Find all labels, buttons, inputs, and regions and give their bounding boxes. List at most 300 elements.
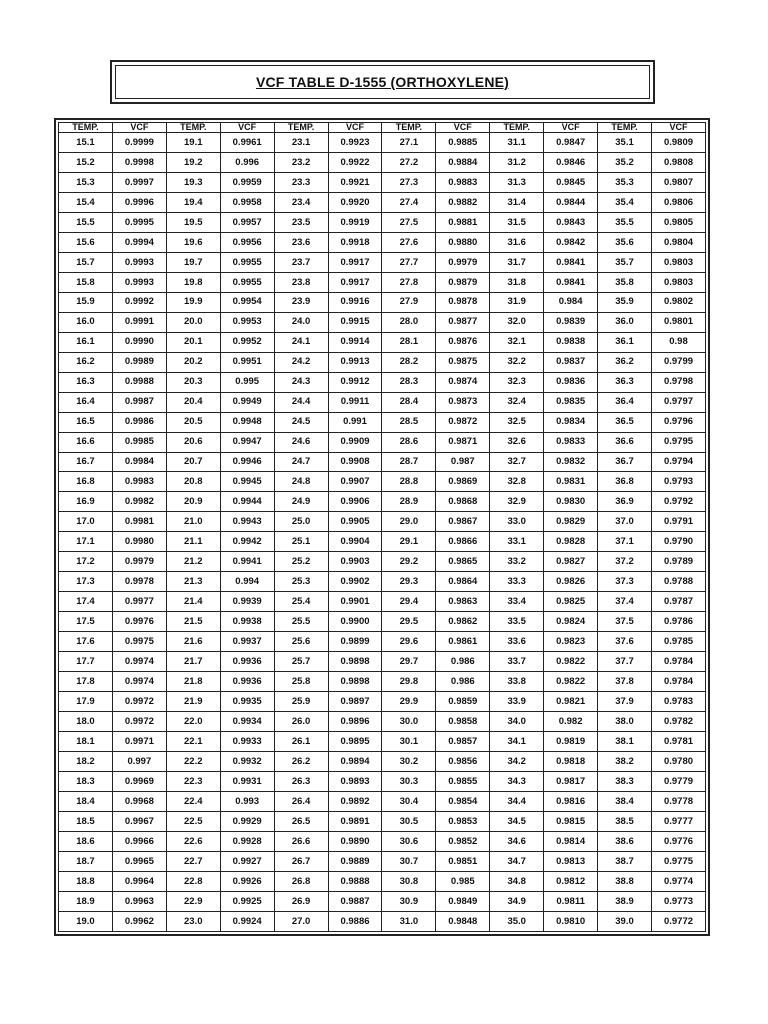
table-row — [59, 472, 706, 492]
vcf-cell: 0.9969 — [112, 772, 166, 792]
temp-cell: 28.4 — [382, 392, 436, 412]
temp-cell: 25.7 — [274, 652, 328, 672]
vcf-cell: 0.9938 — [220, 612, 274, 632]
vcf-cell: 0.9793 — [651, 472, 705, 492]
vcf-cell: 0.9864 — [436, 572, 490, 592]
temp-cell: 35.5 — [598, 212, 652, 232]
temp-cell: 24.8 — [274, 472, 328, 492]
temp-cell: 33.2 — [490, 552, 544, 572]
temp-cell: 34.5 — [490, 811, 544, 831]
vcf-cell: 0.9978 — [112, 572, 166, 592]
vcf-cell: 0.9892 — [328, 791, 382, 811]
vcf-cell: 0.9971 — [112, 732, 166, 752]
vcf-column-header: VCF — [544, 123, 598, 133]
temp-cell: 30.6 — [382, 831, 436, 851]
vcf-cell: 0.9963 — [112, 891, 166, 911]
vcf-cell: 0.9909 — [328, 432, 382, 452]
temp-cell: 15.6 — [59, 232, 113, 252]
temp-cell: 26.2 — [274, 752, 328, 772]
table-row — [59, 732, 706, 752]
temp-cell: 32.4 — [490, 392, 544, 412]
temp-cell: 19.3 — [166, 172, 220, 192]
vcf-cell: 0.9921 — [328, 172, 382, 192]
vcf-cell: 0.9907 — [328, 472, 382, 492]
vcf-cell: 0.9894 — [328, 752, 382, 772]
table-row — [59, 552, 706, 572]
temp-cell: 16.4 — [59, 392, 113, 412]
temp-cell: 36.2 — [598, 352, 652, 372]
temp-cell: 27.0 — [274, 911, 328, 931]
vcf-cell: 0.9790 — [651, 532, 705, 552]
table-row — [59, 212, 706, 232]
vcf-cell: 0.9792 — [651, 492, 705, 512]
temp-cell: 34.6 — [490, 831, 544, 851]
vcf-cell: 0.9886 — [328, 911, 382, 931]
temp-cell: 21.5 — [166, 612, 220, 632]
temp-cell: 22.7 — [166, 851, 220, 871]
vcf-cell: 0.9877 — [436, 312, 490, 332]
temp-cell: 22.2 — [166, 752, 220, 772]
vcf-cell: 0.9834 — [544, 412, 598, 432]
temp-cell: 23.7 — [274, 252, 328, 272]
vcf-cell: 0.9947 — [220, 432, 274, 452]
temp-cell: 24.6 — [274, 432, 328, 452]
vcf-cell: 0.9991 — [112, 312, 166, 332]
temp-cell: 32.5 — [490, 412, 544, 432]
temp-cell: 34.1 — [490, 732, 544, 752]
temp-cell: 33.1 — [490, 532, 544, 552]
vcf-cell: 0.9803 — [651, 252, 705, 272]
vcf-cell: 0.984 — [544, 292, 598, 312]
vcf-cell: 0.9811 — [544, 891, 598, 911]
vcf-cell: 0.993 — [220, 791, 274, 811]
temp-cell: 36.4 — [598, 392, 652, 412]
temp-cell: 16.9 — [59, 492, 113, 512]
vcf-cell: 0.9784 — [651, 672, 705, 692]
vcf-cell: 0.9833 — [544, 432, 598, 452]
temp-cell: 35.7 — [598, 252, 652, 272]
temp-cell: 37.4 — [598, 592, 652, 612]
table-row — [59, 352, 706, 372]
table-row — [59, 133, 706, 153]
vcf-cell: 0.9883 — [436, 172, 490, 192]
temp-cell: 21.3 — [166, 572, 220, 592]
vcf-cell: 0.9867 — [436, 512, 490, 532]
temp-cell: 21.1 — [166, 532, 220, 552]
vcf-cell: 0.9918 — [328, 232, 382, 252]
temp-cell: 37.7 — [598, 652, 652, 672]
temp-cell: 30.0 — [382, 712, 436, 732]
vcf-cell: 0.9872 — [436, 412, 490, 432]
temp-cell: 15.4 — [59, 192, 113, 212]
vcf-cell: 0.9972 — [112, 692, 166, 712]
temp-cell: 38.0 — [598, 712, 652, 732]
vcf-cell: 0.9919 — [328, 212, 382, 232]
vcf-cell: 0.9879 — [436, 272, 490, 292]
vcf-cell: 0.9782 — [651, 712, 705, 732]
vcf-cell: 0.9987 — [112, 392, 166, 412]
temp-cell: 27.1 — [382, 133, 436, 153]
table-row — [59, 492, 706, 512]
temp-cell: 35.8 — [598, 272, 652, 292]
vcf-cell: 0.9990 — [112, 332, 166, 352]
temp-cell: 15.1 — [59, 133, 113, 153]
vcf-cell: 0.9871 — [436, 432, 490, 452]
table-row — [59, 911, 706, 931]
table-row — [59, 272, 706, 292]
vcf-cell: 0.9896 — [328, 712, 382, 732]
vcf-cell: 0.9788 — [651, 572, 705, 592]
temp-cell: 20.5 — [166, 412, 220, 432]
temp-cell: 24.5 — [274, 412, 328, 432]
temp-cell: 28.5 — [382, 412, 436, 432]
temp-cell: 16.2 — [59, 352, 113, 372]
temp-cell: 21.0 — [166, 512, 220, 532]
temp-cell: 26.5 — [274, 811, 328, 831]
temp-cell: 23.5 — [274, 212, 328, 232]
table-row — [59, 332, 706, 352]
vcf-cell: 0.9825 — [544, 592, 598, 612]
vcf-cell: 0.9772 — [651, 911, 705, 931]
vcf-cell: 0.9884 — [436, 152, 490, 172]
temp-cell: 37.9 — [598, 692, 652, 712]
temp-cell: 26.1 — [274, 732, 328, 752]
vcf-cell: 0.9982 — [112, 492, 166, 512]
temp-cell: 25.8 — [274, 672, 328, 692]
vcf-cell: 0.9807 — [651, 172, 705, 192]
temp-cell: 26.6 — [274, 831, 328, 851]
vcf-cell: 0.9831 — [544, 472, 598, 492]
vcf-cell: 0.9780 — [651, 752, 705, 772]
temp-cell: 31.9 — [490, 292, 544, 312]
vcf-cell: 0.9942 — [220, 532, 274, 552]
temp-cell: 15.5 — [59, 212, 113, 232]
temp-column-header: TEMP. — [59, 123, 113, 133]
temp-cell: 31.3 — [490, 172, 544, 192]
vcf-cell: 0.9823 — [544, 632, 598, 652]
temp-cell: 30.9 — [382, 891, 436, 911]
temp-cell: 24.7 — [274, 452, 328, 472]
table-row — [59, 891, 706, 911]
temp-cell: 15.8 — [59, 272, 113, 292]
vcf-cell: 0.9865 — [436, 552, 490, 572]
table-row — [59, 632, 706, 652]
table-row — [59, 752, 706, 772]
table-row — [59, 811, 706, 831]
vcf-cell: 0.9843 — [544, 212, 598, 232]
temp-cell: 18.1 — [59, 732, 113, 752]
temp-cell: 21.8 — [166, 672, 220, 692]
table-row — [59, 312, 706, 332]
vcf-cell: 0.9804 — [651, 232, 705, 252]
temp-cell: 28.8 — [382, 472, 436, 492]
temp-cell: 16.6 — [59, 432, 113, 452]
vcf-cell: 0.9954 — [220, 292, 274, 312]
vcf-cell: 0.9928 — [220, 831, 274, 851]
temp-cell: 19.5 — [166, 212, 220, 232]
vcf-cell: 0.9885 — [436, 133, 490, 153]
page-title: VCF TABLE D-1555 (ORTHOXYLENE) — [255, 74, 510, 90]
temp-cell: 38.3 — [598, 772, 652, 792]
temp-cell: 32.6 — [490, 432, 544, 452]
temp-cell: 25.6 — [274, 632, 328, 652]
temp-cell: 18.2 — [59, 752, 113, 772]
temp-cell: 38.4 — [598, 791, 652, 811]
vcf-cell: 0.9925 — [220, 891, 274, 911]
vcf-cell: 0.9847 — [544, 133, 598, 153]
vcf-cell: 0.9838 — [544, 332, 598, 352]
vcf-cell: 0.9929 — [220, 811, 274, 831]
vcf-cell: 0.9965 — [112, 851, 166, 871]
vcf-cell: 0.9778 — [651, 791, 705, 811]
temp-cell: 19.0 — [59, 911, 113, 931]
temp-cell: 31.5 — [490, 212, 544, 232]
vcf-cell: 0.9875 — [436, 352, 490, 372]
vcf-cell: 0.9810 — [544, 911, 598, 931]
vcf-cell: 0.9920 — [328, 192, 382, 212]
vcf-cell: 0.9937 — [220, 632, 274, 652]
vcf-cell: 0.9999 — [112, 133, 166, 153]
vcf-cell: 0.9802 — [651, 292, 705, 312]
vcf-cell: 0.9835 — [544, 392, 598, 412]
vcf-cell: 0.9900 — [328, 612, 382, 632]
vcf-cell: 0.9924 — [220, 911, 274, 931]
vcf-cell: 0.9922 — [328, 152, 382, 172]
temp-cell: 25.1 — [274, 532, 328, 552]
vcf-cell: 0.995 — [220, 372, 274, 392]
table-row — [59, 192, 706, 212]
temp-cell: 17.7 — [59, 652, 113, 672]
vcf-cell: 0.9856 — [436, 752, 490, 772]
temp-cell: 37.3 — [598, 572, 652, 592]
title-inner-frame — [115, 65, 650, 99]
temp-cell: 26.4 — [274, 791, 328, 811]
vcf-cell: 0.9803 — [651, 272, 705, 292]
temp-cell: 29.3 — [382, 572, 436, 592]
vcf-cell: 0.9817 — [544, 772, 598, 792]
vcf-cell: 0.9994 — [112, 232, 166, 252]
temp-cell: 31.4 — [490, 192, 544, 212]
vcf-cell: 0.9903 — [328, 552, 382, 572]
vcf-cell: 0.9857 — [436, 732, 490, 752]
vcf-cell: 0.9816 — [544, 791, 598, 811]
temp-cell: 24.0 — [274, 312, 328, 332]
temp-cell: 22.6 — [166, 831, 220, 851]
table-row — [59, 871, 706, 891]
vcf-cell: 0.9955 — [220, 252, 274, 272]
temp-cell: 17.9 — [59, 692, 113, 712]
vcf-cell: 0.9814 — [544, 831, 598, 851]
vcf-cell: 0.9779 — [651, 772, 705, 792]
vcf-cell: 0.9959 — [220, 172, 274, 192]
table-row — [59, 372, 706, 392]
temp-cell: 18.4 — [59, 791, 113, 811]
vcf-cell: 0.9981 — [112, 512, 166, 532]
vcf-cell: 0.9851 — [436, 851, 490, 871]
vcf-cell: 0.9931 — [220, 772, 274, 792]
temp-cell: 33.5 — [490, 612, 544, 632]
vcf-cell: 0.9976 — [112, 612, 166, 632]
temp-cell: 32.9 — [490, 492, 544, 512]
vcf-cell: 0.9852 — [436, 831, 490, 851]
temp-cell: 20.1 — [166, 332, 220, 352]
vcf-cell: 0.9953 — [220, 312, 274, 332]
vcf-cell: 0.9853 — [436, 811, 490, 831]
vcf-cell: 0.9899 — [328, 632, 382, 652]
temp-cell: 19.6 — [166, 232, 220, 252]
temp-cell: 16.5 — [59, 412, 113, 432]
temp-cell: 36.6 — [598, 432, 652, 452]
temp-cell: 24.4 — [274, 392, 328, 412]
temp-cell: 28.7 — [382, 452, 436, 472]
temp-cell: 15.7 — [59, 252, 113, 272]
table-row — [59, 851, 706, 871]
temp-cell: 36.5 — [598, 412, 652, 432]
temp-cell: 27.4 — [382, 192, 436, 212]
vcf-cell: 0.9902 — [328, 572, 382, 592]
vcf-cell: 0.9798 — [651, 372, 705, 392]
vcf-cell: 0.9837 — [544, 352, 598, 372]
temp-cell: 31.6 — [490, 232, 544, 252]
vcf-cell: 0.9776 — [651, 831, 705, 851]
vcf-cell: 0.985 — [436, 871, 490, 891]
temp-cell: 23.8 — [274, 272, 328, 292]
vcf-cell: 0.9858 — [436, 712, 490, 732]
temp-cell: 28.0 — [382, 312, 436, 332]
vcf-cell: 0.9828 — [544, 532, 598, 552]
temp-cell: 29.1 — [382, 532, 436, 552]
vcf-cell: 0.9774 — [651, 871, 705, 891]
temp-cell: 17.5 — [59, 612, 113, 632]
table-row — [59, 152, 706, 172]
vcf-cell: 0.9789 — [651, 552, 705, 572]
vcf-cell: 0.9995 — [112, 212, 166, 232]
temp-cell: 38.9 — [598, 891, 652, 911]
vcf-cell: 0.9880 — [436, 232, 490, 252]
temp-cell: 27.8 — [382, 272, 436, 292]
temp-cell: 22.0 — [166, 712, 220, 732]
table-row — [59, 791, 706, 811]
temp-cell: 23.9 — [274, 292, 328, 312]
vcf-cell: 0.9839 — [544, 312, 598, 332]
vcf-cell: 0.9975 — [112, 632, 166, 652]
temp-cell: 29.8 — [382, 672, 436, 692]
vcf-cell: 0.9846 — [544, 152, 598, 172]
vcf-cell: 0.9933 — [220, 732, 274, 752]
temp-cell: 37.0 — [598, 512, 652, 532]
table-row — [59, 772, 706, 792]
vcf-cell: 0.9795 — [651, 432, 705, 452]
temp-cell: 22.4 — [166, 791, 220, 811]
vcf-cell: 0.991 — [328, 412, 382, 432]
temp-cell: 32.0 — [490, 312, 544, 332]
table-row — [59, 612, 706, 632]
table-row — [59, 572, 706, 592]
vcf-cell: 0.9801 — [651, 312, 705, 332]
vcf-cell: 0.9967 — [112, 811, 166, 831]
temp-cell: 23.0 — [166, 911, 220, 931]
vcf-cell: 0.9841 — [544, 272, 598, 292]
vcf-cell: 0.9957 — [220, 212, 274, 232]
vcf-cell: 0.987 — [436, 452, 490, 472]
temp-cell: 18.9 — [59, 891, 113, 911]
vcf-cell: 0.9974 — [112, 652, 166, 672]
temp-cell: 20.6 — [166, 432, 220, 452]
temp-cell: 16.0 — [59, 312, 113, 332]
vcf-cell: 0.9898 — [328, 672, 382, 692]
temp-cell: 33.0 — [490, 512, 544, 532]
temp-cell: 35.6 — [598, 232, 652, 252]
vcf-cell: 0.9945 — [220, 472, 274, 492]
temp-cell: 27.7 — [382, 252, 436, 272]
vcf-cell: 0.9832 — [544, 452, 598, 472]
table-row — [59, 172, 706, 192]
temp-cell: 21.6 — [166, 632, 220, 652]
temp-cell: 32.1 — [490, 332, 544, 352]
vcf-cell: 0.9797 — [651, 392, 705, 412]
table-row — [59, 292, 706, 312]
table-row — [59, 452, 706, 472]
temp-cell: 24.3 — [274, 372, 328, 392]
table-row — [59, 252, 706, 272]
table-row — [59, 592, 706, 612]
temp-cell: 31.1 — [490, 133, 544, 153]
temp-cell: 35.2 — [598, 152, 652, 172]
vcf-cell: 0.9794 — [651, 452, 705, 472]
temp-cell: 29.4 — [382, 592, 436, 612]
temp-cell: 26.8 — [274, 871, 328, 891]
temp-cell: 32.7 — [490, 452, 544, 472]
vcf-cell: 0.9844 — [544, 192, 598, 212]
temp-cell: 22.3 — [166, 772, 220, 792]
vcf-cell: 0.986 — [436, 672, 490, 692]
table-row — [59, 532, 706, 552]
vcf-cell: 0.982 — [544, 712, 598, 732]
vcf-cell: 0.9898 — [328, 652, 382, 672]
vcf-cell: 0.9878 — [436, 292, 490, 312]
temp-cell: 30.8 — [382, 871, 436, 891]
temp-cell: 30.1 — [382, 732, 436, 752]
vcf-cell: 0.9946 — [220, 452, 274, 472]
temp-cell: 18.5 — [59, 811, 113, 831]
vcf-cell: 0.996 — [220, 152, 274, 172]
vcf-cell: 0.9951 — [220, 352, 274, 372]
vcf-cell: 0.9980 — [112, 532, 166, 552]
vcf-cell: 0.9917 — [328, 252, 382, 272]
table-row — [59, 232, 706, 252]
temp-cell: 31.0 — [382, 911, 436, 931]
temp-cell: 15.9 — [59, 292, 113, 312]
vcf-cell: 0.9869 — [436, 472, 490, 492]
temp-cell: 29.7 — [382, 652, 436, 672]
temp-cell: 38.8 — [598, 871, 652, 891]
vcf-cell: 0.9936 — [220, 652, 274, 672]
temp-cell: 32.3 — [490, 372, 544, 392]
temp-cell: 33.4 — [490, 592, 544, 612]
temp-cell: 30.4 — [382, 791, 436, 811]
temp-cell: 20.2 — [166, 352, 220, 372]
temp-cell: 38.1 — [598, 732, 652, 752]
temp-cell: 28.9 — [382, 492, 436, 512]
temp-cell: 37.5 — [598, 612, 652, 632]
table-body — [59, 133, 706, 932]
vcf-cell: 0.9866 — [436, 532, 490, 552]
temp-cell: 39.0 — [598, 911, 652, 931]
vcf-cell: 0.9955 — [220, 272, 274, 292]
vcf-cell: 0.9964 — [112, 871, 166, 891]
table-row — [59, 652, 706, 672]
vcf-cell: 0.9882 — [436, 192, 490, 212]
